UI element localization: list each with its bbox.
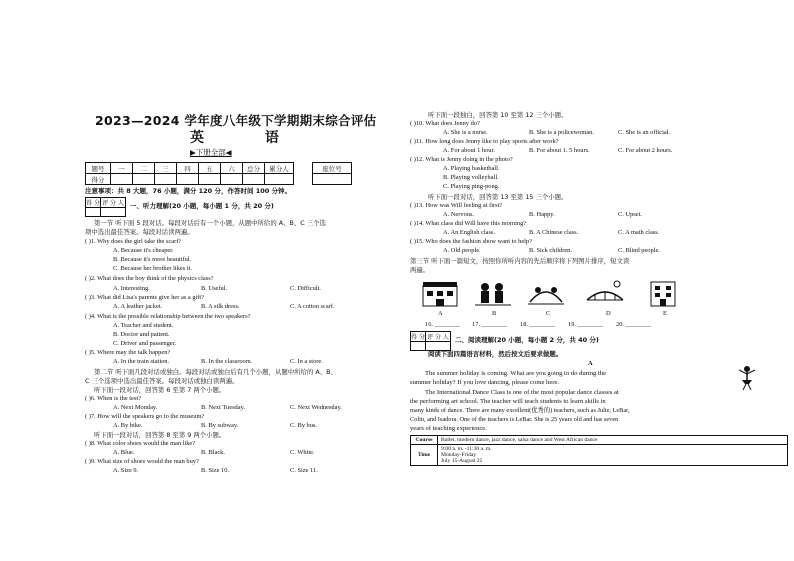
- option: A. Interesting.: [113, 285, 150, 292]
- option: A. Teacher and student.: [113, 322, 174, 329]
- question-11: ( )11. How long does Jenny like to play sports after work?: [410, 138, 559, 145]
- sec3-instructions-2: 两遍。: [410, 266, 430, 274]
- course-value: Ballet, modern dance, jazz dance, salsa dance and West African dance: [438, 436, 788, 445]
- subject-title: 英 语: [190, 130, 307, 146]
- score-header: 一: [111, 163, 133, 174]
- score-header: 总分: [243, 163, 265, 174]
- option: B. Useful.: [201, 285, 228, 292]
- option: C. Upset.: [618, 211, 642, 218]
- scorer-label: 得 分: [411, 332, 426, 342]
- scorer-box-1: [85, 197, 126, 217]
- seat-table: [312, 162, 352, 185]
- sec1-instructions-2: 项中选出最佳答案。每段对话读两遍。: [85, 228, 194, 236]
- picture-label: A: [438, 310, 443, 317]
- option: B. Playing volleyball.: [443, 174, 499, 181]
- scorer-cell[interactable]: [411, 342, 426, 351]
- option: B. Happy.: [529, 211, 555, 218]
- option: B. Doctor and patient.: [113, 331, 170, 338]
- sec2-instructions-2: C 三个选项中选出最佳答案。每段对话或独白读两遍。: [85, 377, 239, 385]
- passage-line: The International Dance Class is one of the most popular dance classes at: [425, 389, 619, 396]
- option: C. By bus.: [290, 422, 317, 429]
- sec2-instructions: 第二节 听下面几段对话或独白。每段对话或独白后有几个小题，从题中所给的 A、B、: [94, 368, 337, 376]
- option: B. She is a policewoman.: [529, 129, 594, 136]
- option: C. A cotton scarf.: [290, 303, 335, 310]
- scorer-cell[interactable]: [86, 208, 101, 217]
- option: A. Playing basketball.: [443, 165, 500, 172]
- blank-label: 18.: [520, 321, 528, 328]
- passage-line: years of teaching experience.: [410, 425, 487, 432]
- question-13: ( )13. How was Will feeling at first?: [410, 202, 503, 209]
- scorer-cell[interactable]: [101, 208, 126, 217]
- option: A. An English class.: [443, 229, 496, 236]
- question-4: ( )4. What is the possible relationship between the two speakers?: [85, 313, 251, 320]
- score-cell[interactable]: [265, 174, 294, 185]
- scorer-label: 评 分 人: [101, 198, 126, 208]
- option: B. Sick children.: [529, 247, 572, 254]
- score-cell[interactable]: [111, 174, 133, 185]
- time-value: Monday-Friday: [441, 452, 477, 458]
- option: A. A leather jacket.: [113, 303, 163, 310]
- sec1-instructions: 第一节 听下面 5 段对话。每段对话后有一个小题，从题中所给的 A、B、C 三个选: [94, 219, 326, 227]
- scorer-label: 评 分 人: [426, 332, 451, 342]
- scorer-box-2: [410, 331, 451, 351]
- answer-blank-20[interactable]: 20. ________: [616, 321, 652, 328]
- option: C. She is an official.: [618, 129, 671, 136]
- option: A. For about 1 hour.: [443, 147, 495, 154]
- part1-title: 一、听力理解(20 小题，每小题 1 分，共 20 分): [130, 202, 274, 210]
- option: A. Old people.: [443, 247, 481, 254]
- option: B. In the classroom.: [201, 358, 253, 365]
- option: C. Driver and passenger.: [113, 340, 177, 347]
- dancer-icon: [736, 365, 758, 391]
- time-value: July 15-August 25: [441, 458, 483, 464]
- sec2-sub-2: 听下面一段对话，回答第 8 至第 9 两个小题。: [94, 431, 226, 439]
- intro-10-12: 听下面一段独白，回答第 10 至第 12 三个小题。: [428, 111, 568, 119]
- score-cell[interactable]: [221, 174, 243, 185]
- score-header: 二: [133, 163, 155, 174]
- score-header: 题号: [86, 163, 111, 174]
- option: B. For about 1. 5 hours.: [529, 147, 590, 154]
- seat-cell[interactable]: [313, 174, 352, 185]
- option: B. Because it's more beautiful.: [113, 256, 192, 263]
- score-cell[interactable]: [199, 174, 221, 185]
- passage-line: summer holiday? If you love dancing, please come here.: [410, 379, 560, 386]
- option: C. Next Wednesday.: [290, 404, 342, 411]
- option: A. In the train station.: [113, 358, 170, 365]
- score-cell[interactable]: [155, 174, 177, 185]
- score-header: 五: [199, 163, 221, 174]
- option: A. Next Monday.: [113, 404, 158, 411]
- answer-blank-17[interactable]: 17. ________: [472, 321, 508, 328]
- seat-label: 座位号: [313, 163, 352, 174]
- answer-blank-16[interactable]: 16. ________: [425, 321, 461, 328]
- score-cell[interactable]: [177, 174, 199, 185]
- blank-label: 17.: [472, 321, 480, 328]
- question-7: ( )7. How will the speakers go to the museum?: [85, 413, 205, 420]
- option: C. Size 11.: [290, 467, 318, 474]
- picture-label: E: [663, 310, 667, 317]
- question-3: ( )3. What did Lisa's parents give her as a gift?: [85, 294, 205, 301]
- score-cell[interactable]: [243, 174, 265, 185]
- option: A. Size 9.: [113, 467, 139, 474]
- option: C. White.: [290, 449, 315, 456]
- score-table-row: [86, 174, 294, 185]
- option: A. She is a nurse.: [443, 129, 488, 136]
- blank-label: 19.: [568, 321, 576, 328]
- question-1: ( )1. Why does the girl take the scarf?: [85, 238, 182, 245]
- sec2-sub: 听下面一段对话，回答第 6 至第 7 两个小题。: [94, 386, 226, 394]
- option: C. Blind people.: [618, 247, 660, 254]
- time-value: 9:00 a. m. -11:30 a. m.: [441, 446, 492, 452]
- picture-label: B: [492, 310, 497, 317]
- sec3-instructions: 第三节 听下面一篇短文，按照你所听内容的先后顺序将下列图片排序，短文读: [410, 257, 630, 265]
- intro-13-15: 听下面一段对话，回答第 13 至第 15 三个小题。: [428, 193, 568, 201]
- picture-a-building: [420, 278, 460, 308]
- time-label: Time: [411, 445, 438, 466]
- question-12: ( )12. What is Jenny doing in the photo?: [410, 156, 513, 163]
- picture-label: C: [546, 310, 551, 317]
- question-6: ( )6. When is the test?: [85, 395, 141, 402]
- scorer-label: 得 分: [86, 198, 101, 208]
- picture-b-people: [473, 278, 513, 308]
- option: C. In a store.: [290, 358, 323, 365]
- option: A. Blue.: [113, 449, 135, 456]
- course-label: Course: [411, 436, 438, 445]
- question-8: ( )8. What color shoes would the man like?: [85, 440, 196, 447]
- part2-title: 二、阅读理解(20 小题，每小题 2 分，共 40 分): [455, 336, 599, 344]
- option: B. A silk dress.: [201, 303, 240, 310]
- volume-label: ▶下册全部◀: [190, 148, 232, 157]
- option: A. Nervous.: [443, 211, 475, 218]
- passage-line: the performing art school. The teacher will teach students to learn skills in: [410, 398, 606, 405]
- option: B. A Chinese class.: [529, 229, 579, 236]
- option: C. A math class.: [618, 229, 660, 236]
- question-5: ( )5. Where may the talk happen?: [85, 349, 171, 356]
- option: B. By subway.: [201, 422, 239, 429]
- notice: 注意事项：共 8 大题，76 小题，满分 120 分，作答时间 100 分钟。: [85, 187, 292, 195]
- score-row-label: 得分: [86, 174, 111, 185]
- option: C. Difficult.: [290, 285, 321, 292]
- picture-d-bridge: [585, 278, 625, 308]
- option: A. Because it's cheaper.: [113, 247, 174, 254]
- part2-intro: 阅读下面四篇语言材料，然后按文后要求做题。: [428, 350, 563, 358]
- question-10: ( )10. What does Jenny do?: [410, 120, 480, 127]
- passage-line: Colin, and Isadora. One of the teachers is LeBar. She is 25 years old and has seven: [410, 416, 619, 423]
- picture-label: D: [606, 310, 611, 317]
- picture-e-tower: [643, 278, 683, 308]
- answer-blank-18[interactable]: 18. ________: [520, 321, 556, 328]
- picture-c-park: [526, 278, 566, 308]
- question-9: ( )9. What size of shoes would the man buy?: [85, 458, 199, 465]
- option: C. For about 2 hours.: [618, 147, 673, 154]
- score-cell[interactable]: [133, 174, 155, 185]
- question-14: ( )14. What class did Will have this morning?: [410, 220, 527, 227]
- answer-blank-19[interactable]: 19. ________: [568, 321, 604, 328]
- option: A. By bike.: [113, 422, 143, 429]
- option: C. Because her brother likes it.: [113, 265, 192, 272]
- score-header: 三: [155, 163, 177, 174]
- passage-line: many kinds of dance. There are many excellent(优秀的) teachers, such as Julie, LeBar,: [410, 407, 630, 414]
- score-header: 累分人: [265, 163, 294, 174]
- score-header: 六: [221, 163, 243, 174]
- score-table: [85, 162, 294, 185]
- question-15: ( )15. Who does the fashion show want to help?: [410, 238, 532, 245]
- score-header: 四: [177, 163, 199, 174]
- time-values: [438, 445, 788, 466]
- option: B. Black.: [201, 449, 225, 456]
- option: B. Size 10.: [201, 467, 230, 474]
- course-table: [410, 435, 788, 466]
- blank-label: 20.: [616, 321, 624, 328]
- score-table-header-row: [86, 163, 294, 174]
- question-2: ( )2. What does the boy think of the physics class?: [85, 275, 214, 282]
- blank-label: 16.: [425, 321, 433, 328]
- passage-line: The summer holiday is coming. What are you going to do during the: [425, 370, 606, 377]
- option: C. Playing ping-pong.: [443, 183, 500, 190]
- option: B. Next Tuesday.: [201, 404, 245, 411]
- exam-title: 2023—2024 学年度八年级下学期期末综合评估: [95, 113, 377, 128]
- passage-letter: A: [588, 360, 593, 367]
